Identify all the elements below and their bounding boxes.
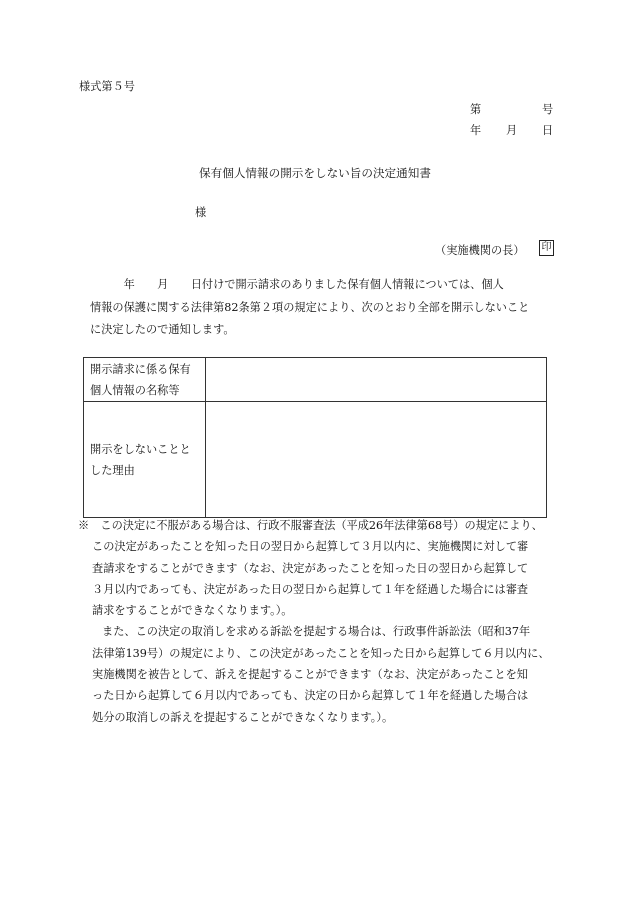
date-year: 年 (470, 124, 482, 137)
body-line: 情報の保護に関する法律第82条第２項の規定により、次のとおり全部を開示しないこと (90, 300, 530, 314)
note-line: 実施機関を被告として、訴えを提起することができます（なお、決定があったことを知 (92, 668, 528, 682)
note-line: ※ この決定に不服がある場合は、行政不服審査法（平成26年法律第68号）の規定により、 (78, 519, 543, 532)
label-line: 開示請求に係る保有 (90, 362, 191, 376)
addressee-suffix: 様 (195, 206, 207, 219)
label-line: した理由 (90, 463, 135, 477)
reason-label (84, 402, 206, 518)
note-line: また、この決定の取消しを求める訴訟を提起する場合は、行政事件訴訟法（昭和37年 (102, 625, 531, 639)
date-day: 日 (542, 124, 554, 137)
document-title: 保有個人情報の開示をしない旨の決定通知書 (199, 166, 431, 180)
decision-table (83, 357, 547, 518)
info-name-label (84, 358, 206, 402)
reason-value (206, 402, 547, 518)
note-line: 査請求をすることができます（なお、決定があったことを知った日の翌日から起算して (92, 561, 529, 575)
label-line: 開示をしないことと (90, 442, 191, 456)
note-line: この決定があったことを知った日の翌日から起算して３月以内に、実施機関に対して審 (92, 540, 529, 554)
doc-number-prefix: 第 (470, 103, 482, 116)
date-month: 月 (506, 124, 518, 137)
form-number: 様式第５号 (79, 80, 135, 93)
table-row (84, 358, 547, 402)
note-line: った日から起算して６月以内であっても、決定の日から起算して１年を経過した場合は (92, 689, 529, 703)
doc-number-suffix: 号 (542, 103, 554, 116)
notes-section (78, 515, 553, 728)
issuer-name: （実施機関の長） (435, 244, 525, 257)
body-paragraph (90, 274, 552, 342)
info-name-value (206, 358, 547, 402)
body-line: 年 月 日付けで開示請求のありました保有個人情報については、個人 (90, 278, 504, 291)
table-row (84, 402, 547, 518)
seal-mark: 印 (539, 240, 554, 256)
label-line: 個人情報の名称等 (90, 383, 180, 397)
note-line: ３月以内であっても、決定があった日の翌日から起算して１年を経過した場合には審査 (92, 582, 529, 596)
note-line: 処分の取消しの訴えを提起することができなくなります。）。 (92, 710, 394, 724)
body-line: に決定したので通知します。 (90, 323, 235, 336)
note-line: 法律第139号）の規定により、この決定があったことを知った日から起算して６月以内に、 (92, 646, 550, 660)
note-line: 請求をすることができなくなります。）。 (92, 604, 293, 618)
